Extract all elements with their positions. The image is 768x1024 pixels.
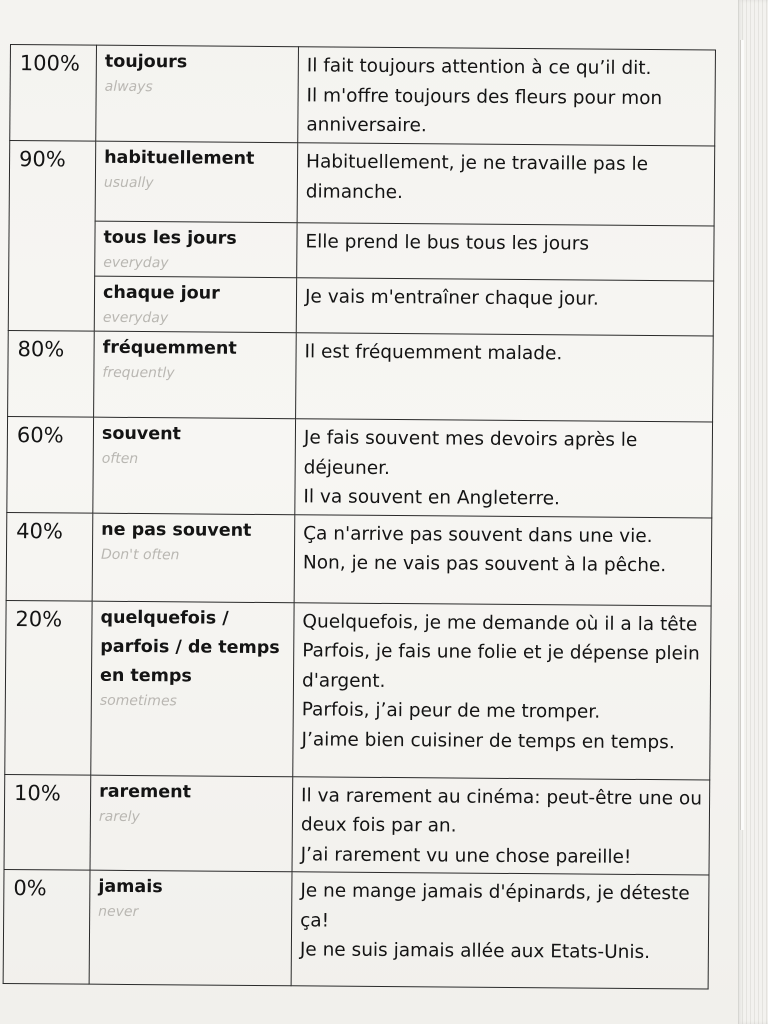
example-sentence: J’aime bien cuisiner de temps en temps.: [301, 728, 675, 753]
example-cell: [295, 419, 713, 518]
example-cell: [293, 602, 711, 779]
frequency-adverbs-table: [3, 44, 716, 990]
percent-cell: 90%: [8, 141, 95, 332]
table-row: [3, 869, 709, 989]
table-row: [8, 330, 714, 422]
example-cell: [296, 278, 713, 336]
example-cell: [298, 47, 716, 146]
example-sentence: Quelquefois, je me demande où il a la tête: [302, 610, 698, 635]
adverb-cell: [94, 331, 297, 419]
table-row: [7, 416, 713, 517]
adverb: jamais: [98, 876, 163, 898]
adverb: souvent: [101, 423, 182, 445]
table-row: [5, 600, 711, 780]
adverb: quelquefois / parfois / de temps en temps: [99, 607, 280, 686]
example-sentence: Il va rarement au cinéma: peut-être une ou deux fois par an.: [300, 784, 703, 837]
example-sentence: Elle prend le bus tous les jours: [305, 231, 590, 255]
example-cell: [297, 223, 714, 281]
adverb: rarement: [99, 781, 192, 802]
translation: always: [104, 78, 153, 96]
adverb: ne pas souvent: [101, 519, 252, 541]
translation: never: [98, 903, 139, 921]
example-sentence: Il fait toujours attention à ce qu’il dit.: [306, 55, 652, 80]
translation: everyday: [102, 309, 169, 327]
adverb: habituellement: [104, 147, 255, 169]
adverb: tous les jours: [103, 227, 237, 249]
table-row: [8, 275, 713, 336]
table-row: [9, 141, 715, 227]
example-sentence: Non, je ne vais pas souvent à la pêche.: [302, 552, 667, 577]
example-sentence: Je fais souvent mes devoirs après le déjeuner.: [303, 427, 638, 479]
adverb-cell: [96, 45, 299, 143]
example-cell: [297, 143, 715, 226]
example-cell: [292, 776, 710, 875]
percent-cell: 20%: [5, 600, 92, 775]
example-sentence: Il est fréquemment malade.: [304, 341, 563, 365]
percent-cell: 100%: [10, 45, 97, 142]
adverb: chaque jour: [102, 282, 220, 304]
page-stack-sheet: [740, 40, 744, 830]
example-sentence: Parfois, j’ai peur de me tromper.: [301, 699, 601, 723]
table-row: [9, 220, 714, 281]
example-sentence: Je ne suis jamais allée aux Etats-Unis.: [299, 939, 651, 964]
table-row: [10, 45, 716, 147]
translation: Don't often: [100, 546, 180, 563]
example-sentence: Ça n'arrive pas souvent dans une vie.: [303, 522, 653, 547]
adverb-cell: [94, 276, 296, 333]
example-cell: [296, 333, 714, 422]
translation: everyday: [103, 254, 169, 272]
adverb-cell: [95, 141, 298, 223]
example-sentence: Je vais m'entraîner chaque jour.: [304, 286, 599, 310]
adverb-cell: [95, 221, 297, 278]
percent-cell: 40%: [6, 512, 93, 601]
percent-cell: 10%: [4, 774, 91, 870]
adverb: fréquemment: [102, 337, 237, 359]
example-sentence: Parfois, je fais une folie et je dépense plein d'argent.: [301, 640, 700, 692]
adverb-cell: [89, 870, 292, 986]
adverb-cell: [90, 775, 293, 872]
percent-cell: 60%: [7, 416, 94, 512]
translation: often: [101, 450, 139, 468]
adverb: toujours: [104, 51, 188, 73]
percent-cell: 0%: [3, 869, 90, 984]
adverb-cell: [93, 417, 296, 514]
example-sentence: Il m'offre toujours des fleurs pour mon anniversaire.: [306, 84, 663, 137]
translation: sometimes: [99, 692, 177, 709]
translation: frequently: [102, 364, 175, 382]
adverb-cell: [92, 513, 295, 603]
translation: rarely: [98, 808, 140, 825]
translation: usually: [103, 174, 154, 192]
example-sentence: Habituellement, je ne travaille pas le dimanche.: [305, 151, 649, 203]
example-sentence: J’ai rarement vu une chose pareille!: [300, 843, 632, 868]
example-sentence: Je ne mange jamais d'épinards, je déteste ça!: [300, 880, 690, 932]
table-row: [4, 774, 710, 875]
example-sentence: Il va souvent en Angleterre.: [303, 486, 561, 510]
example-cell: [294, 514, 712, 605]
example-cell: [291, 872, 709, 989]
percent-cell: 80%: [8, 330, 95, 417]
table-row: [6, 512, 712, 606]
adverb-cell: [91, 601, 294, 777]
